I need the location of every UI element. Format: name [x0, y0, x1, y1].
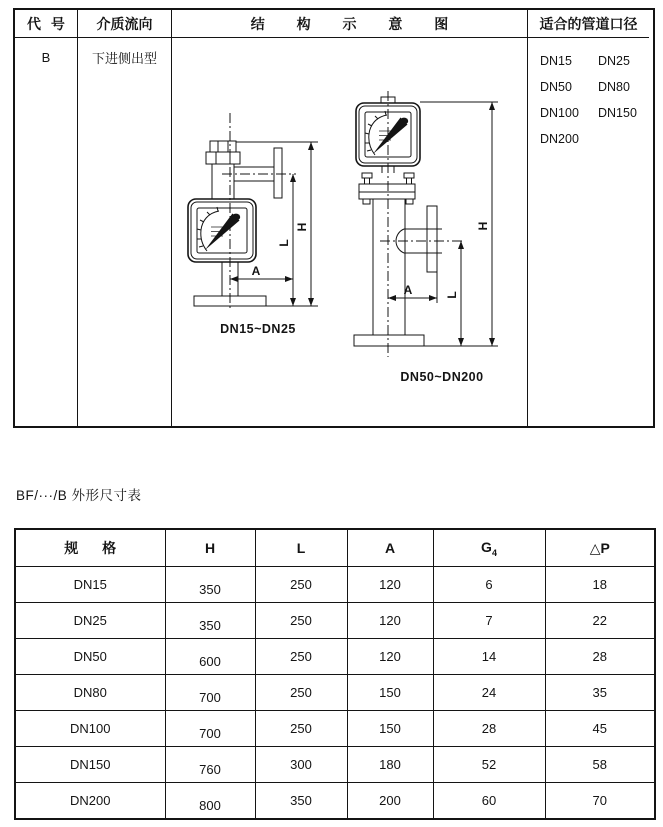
- pipe-size-list: [540, 48, 649, 152]
- pipe-size-item: DN25: [598, 54, 630, 68]
- dim-label-a-small: A: [251, 264, 261, 278]
- spec-cell: DN100: [15, 711, 165, 747]
- spec-cell: DN50: [15, 639, 165, 675]
- g-cell: 52: [433, 747, 545, 783]
- table-row: [15, 567, 655, 603]
- pipe-size-item: DN200: [540, 132, 579, 146]
- a-cell: 180: [347, 747, 433, 783]
- dimension-table-title: BF/···/B 外形尺寸表: [16, 488, 142, 503]
- l-cell: 250: [255, 603, 347, 639]
- h-cell: 600: [165, 639, 255, 675]
- h-cell: 700: [165, 711, 255, 747]
- h-cell: 800: [165, 783, 255, 820]
- spec-cell: DN15: [15, 567, 165, 603]
- structure-diagram-svg: [172, 38, 528, 425]
- col-header-pipe-sizes: 适合的管道口径: [528, 10, 649, 38]
- a-cell: 120: [347, 603, 433, 639]
- large-meter-drawing: [354, 91, 498, 384]
- dp-cell: 28: [545, 639, 655, 675]
- dim-label-l-small: L: [277, 239, 291, 247]
- gauge-dial: [356, 103, 420, 166]
- col-header-code: 代 号: [15, 10, 78, 38]
- code-cell: B: [15, 38, 78, 426]
- header-g: $G_4$: [433, 529, 545, 567]
- dp-cell: 45: [545, 711, 655, 747]
- dim-label-a-large: A: [403, 283, 413, 297]
- diagram-caption-large: DN50~DN200: [400, 370, 484, 384]
- pipe-sizes-cell: [528, 38, 649, 426]
- pipe-size-item: DN100: [540, 106, 579, 120]
- a-cell: 200: [347, 783, 433, 820]
- spec-cell: DN150: [15, 747, 165, 783]
- spec-cell: DN25: [15, 603, 165, 639]
- dim-label-h-large: H: [476, 221, 490, 231]
- col-header-flow-direction: 介质流向: [78, 10, 172, 38]
- l-cell: 250: [255, 639, 347, 675]
- a-cell: 150: [347, 675, 433, 711]
- dp-cell: 35: [545, 675, 655, 711]
- table-row: [15, 639, 655, 675]
- g-cell: 24: [433, 675, 545, 711]
- dim-label-h-small: H: [295, 222, 309, 232]
- l-cell: 250: [255, 711, 347, 747]
- gauge-dial: [188, 199, 256, 262]
- small-meter-drawing: [188, 113, 318, 336]
- header-g-subscript: 4: [491, 547, 497, 558]
- table-row: [15, 747, 655, 783]
- header-l: L: [255, 529, 347, 567]
- pipe-size-item: DN50: [540, 80, 572, 94]
- l-cell: 250: [255, 675, 347, 711]
- dim-label-l-large: L: [445, 291, 459, 299]
- g-cell: 7: [433, 603, 545, 639]
- spec-cell: DN200: [15, 783, 165, 820]
- table-header-row: [15, 529, 655, 567]
- header-spec: 规 格: [15, 529, 165, 567]
- h-cell: 700: [165, 675, 255, 711]
- pipe-size-item: DN80: [598, 80, 630, 94]
- dimension-table: [14, 528, 656, 820]
- table-row: [15, 603, 655, 639]
- a-cell: 150: [347, 711, 433, 747]
- dp-cell: 22: [545, 603, 655, 639]
- h-cell: 350: [165, 567, 255, 603]
- diagram-cell: [172, 38, 528, 426]
- diagram-caption-small: DN15~DN25: [220, 322, 296, 336]
- pipe-size-item: DN150: [598, 106, 637, 120]
- h-cell: 760: [165, 747, 255, 783]
- a-cell: 120: [347, 639, 433, 675]
- flow-direction-cell: 下进侧出型: [78, 38, 172, 426]
- dp-cell: 70: [545, 783, 655, 820]
- header-a: A: [347, 529, 433, 567]
- l-cell: 300: [255, 747, 347, 783]
- a-cell: 120: [347, 567, 433, 603]
- h-cell: 350: [165, 603, 255, 639]
- g-cell: 28: [433, 711, 545, 747]
- col-header-structure-diagram: 结 构 示 意 图: [172, 10, 528, 38]
- dp-cell: 18: [545, 567, 655, 603]
- type-table: [13, 8, 655, 428]
- table-row: [15, 783, 655, 820]
- g-cell: 14: [433, 639, 545, 675]
- spec-cell: DN80: [15, 675, 165, 711]
- header-h: H: [165, 529, 255, 567]
- table-row: [15, 711, 655, 747]
- g-cell: 60: [433, 783, 545, 820]
- header-dp: △P: [545, 529, 655, 567]
- table-row: [15, 675, 655, 711]
- g-cell: 6: [433, 567, 545, 603]
- pipe-size-item: DN15: [540, 54, 572, 68]
- l-cell: 350: [255, 783, 347, 820]
- dp-cell: 58: [545, 747, 655, 783]
- l-cell: 250: [255, 567, 347, 603]
